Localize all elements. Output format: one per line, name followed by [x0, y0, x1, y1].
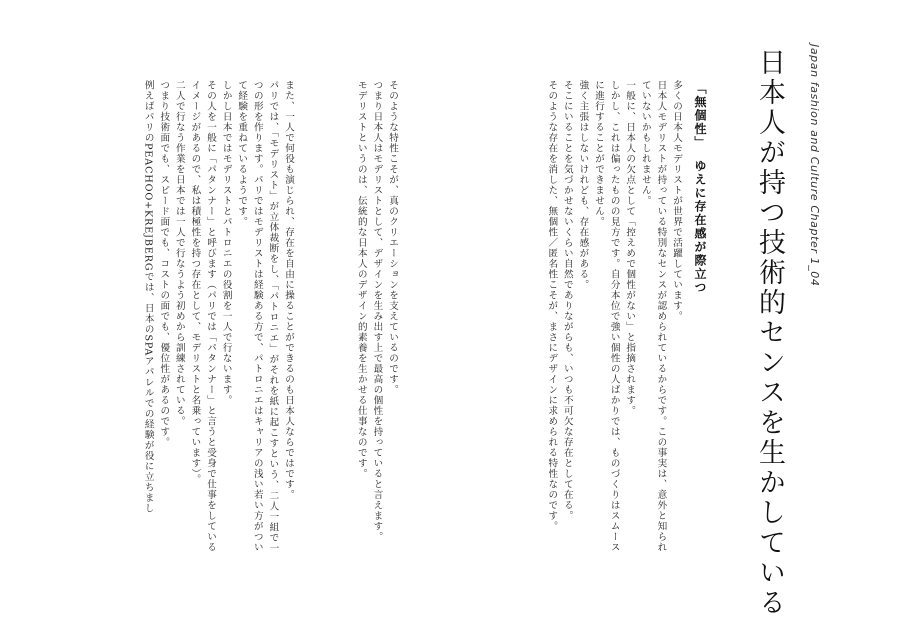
- paragraph: モデリストというのは、伝統的な日本人のデザイン的素養を生かせる仕事なのです。: [355, 80, 367, 479]
- page-title: 日本人が持つ技術的センスを生かしている: [754, 48, 785, 618]
- paragraph: 強く主張はしないけれども、存在感がある。: [577, 80, 589, 290]
- paragraph: そのような特性こそが、真のクリエーションを支えているのです。: [387, 80, 398, 395]
- chapter-subtitle: Japan fashion and Culture Chapter 1_04: [808, 44, 821, 287]
- body-text-block-1: [476, 80, 684, 562]
- paragraph: 例えばパリのPEACHOO+KREJBERGでは、日本のSPAアパレルでの経験が役に立ちまし: [142, 80, 154, 514]
- paragraph: 二人で行なう作業を日本では一人で行なうよう初めから訓練されている。: [173, 80, 185, 427]
- paragraph: しかし日本ではモデリストとパトロニエの役割を一人で行ないます。: [220, 80, 232, 406]
- paragraph: その人を一般に「パタンナー」と呼びます（パリでは「パタンナー」と言うと受身で仕事をしているイメージがあるので、私は積極性を持つ存在として、モデリストと名乗っています）。: [189, 80, 217, 553]
- paragraph: また、一人で何役も演じられ、存在を自由に操ることができるのも日本人ならではです。: [283, 80, 294, 500]
- paragraph: パリでは、「モデリスト」が立体裁断をし、「パトロニエ」がそれを紙に起こすという、二人一組で一つの形を作ります。パリではモデリストは経験ある方で、パトロニエはキャリアの浅い若い方がついて経験を重ねているようです。: [236, 80, 279, 554]
- paragraph: つまり技術面でも、スピード面でも、コストの面でも、優位性があるのです。: [158, 80, 170, 448]
- paragraph: 一般に、日本人の欠点として「控えめで個性がない」と指摘されます。: [624, 80, 636, 416]
- section-heading-keyword: 「無個性」: [693, 82, 707, 150]
- paragraph: そのような存在を消した、無個性／匿名性こそが、まさにデザインに求められる特性なのです。: [546, 80, 558, 532]
- body-text-block-2: [325, 80, 400, 562]
- paragraph: そこにいることを気づかせないくらい自然でありながらも、いつも不可欠な存在として在る。: [561, 80, 573, 521]
- paragraph: 多くの日本人モデリストが世界で活躍しています。: [671, 80, 682, 322]
- paragraph: つまり日本人はモデリストとして、デザインを生み出す上で最高の個性を持っていると言えます。: [371, 80, 383, 542]
- section-heading-text: ゆえに存在感が際立つ: [693, 159, 707, 295]
- section-heading: [692, 82, 709, 295]
- paragraph: しかし、これは偏ったものの見方です。自分本位で強い個性の人ばかりでは、ものづくりはスムースに進行することができません。: [593, 80, 620, 553]
- paragraph: 日本人モデリストが持っている特別なセンスが認められているからです。この事実は、意外と知られていないかもしれません。: [639, 80, 667, 553]
- body-text-block-3: [82, 80, 296, 562]
